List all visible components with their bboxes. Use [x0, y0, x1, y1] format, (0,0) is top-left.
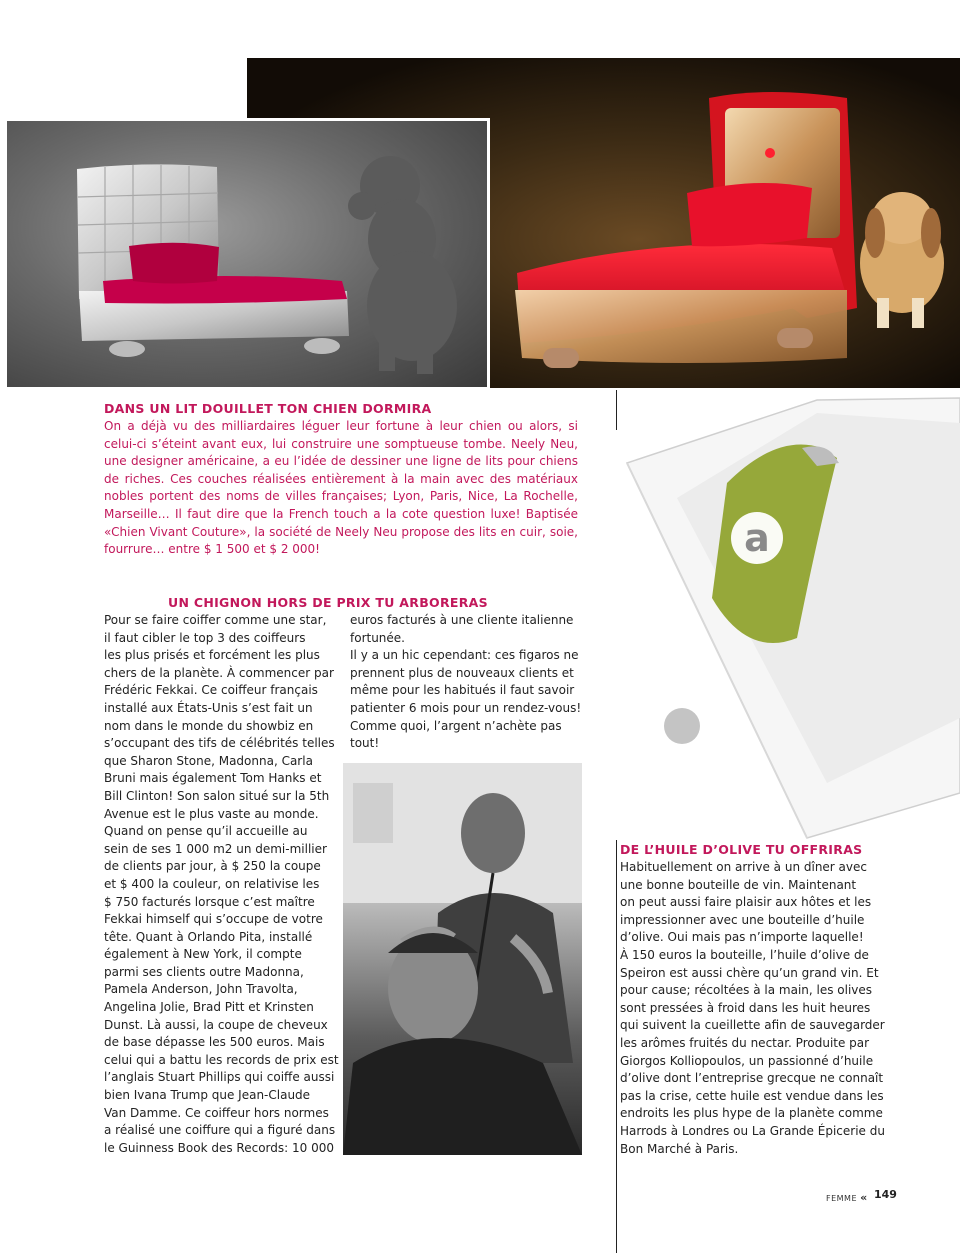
text-line: l’anglais Stuart Phillips qui coiffe aussi: [104, 1070, 335, 1085]
text-line: s’occupant des tifs de célébrités telles: [104, 736, 335, 751]
text-line: sont pressées à froid dans les huit heures: [620, 1000, 871, 1015]
text-line: Bon Marché à Paris.: [620, 1141, 739, 1156]
text-line: nom dans le monde du showbiz en: [104, 718, 314, 733]
article2-column-1: [104, 612, 340, 1157]
footer-separator: «: [860, 1191, 868, 1204]
column-divider-lower: [616, 840, 617, 1253]
text-line: tout!: [350, 736, 380, 751]
text-line: pas la crise, cette huile est vendue dans les: [620, 1088, 884, 1103]
text-line: il faut cibler le top 3 des coiffeurs: [104, 630, 306, 645]
article3-body: [620, 859, 890, 1158]
text-line: prennent plus de nouveaux clients et: [350, 665, 574, 680]
text-line: d’olive dont l’entreprise grecque ne connaît: [620, 1071, 884, 1086]
text-line: d’olive. Oui mais pas n’importe laquelle!: [620, 930, 864, 945]
text-line: Giorgos Kolliopoulos, un passionné d’huile: [620, 1053, 874, 1068]
photo-silver-dog-bed: [4, 118, 490, 390]
text-line: qui suivent la cueillette afin de sauvegarder: [620, 1018, 885, 1033]
text-line: celui qui a battu les records de prix est: [104, 1052, 339, 1067]
text-line: pour cause; récoltées à la main, les olives: [620, 983, 873, 998]
text-line: tête. Quant à Orlando Pita, installé: [104, 929, 313, 944]
bottle-logo: a: [744, 516, 770, 560]
text-line: chers de la planète. À commencer par: [104, 665, 334, 680]
text-line: Comme quoi, l’argent n’achète pas: [350, 718, 562, 733]
photo-olive-oil-box: [617, 388, 960, 843]
text-line: Avenue est le plus vaste au monde.: [104, 806, 319, 821]
text-line: Quand on pense qu’il accueille au: [104, 824, 308, 839]
text-line: À 150 euros la bouteille, l’huile d’olive de: [620, 947, 869, 962]
text-line: Dunst. Là aussi, la coupe de cheveux: [104, 1017, 328, 1032]
footer-magazine-name: [826, 1191, 868, 1204]
text-line: euros facturés à une cliente italienne: [350, 613, 574, 627]
text-line: Pour se faire coiffer comme une star,: [104, 613, 327, 627]
text-line: Angelina Jolie, Brad Pitt et Krinsten: [104, 1000, 314, 1015]
article1-body: On a déjà vu des milliardaires léguer leur fortune à leur chien ou alors, si celui-ci s’éteint avant eux, lui construire une somptueuse tombe. Neely Neu, une designer américaine, a eu l’idée de dessiner une ligne de lits pour chiens de riches. Ces couches réalisées entièrement à la main avec des matériaux nobles portent des noms de villes françaises; Lyon, Paris, Nice, La Rochelle, Marseille… Il faut dire que la French touch a la cote question luxe! Baptisée «Chien Vivant Couture», la société de Neely Neu propose des lits en cuir, soie, fourrure… entre $ 1 500 et $ 2 000!: [104, 419, 578, 557]
text-line: les arômes fruités du nectar. Produite par: [620, 1035, 870, 1050]
article2-column-2: [350, 612, 582, 753]
text-line: sein de ses 1 000 m2 un demi-millier: [104, 841, 327, 856]
olive-oil-box-illustration: [617, 388, 960, 843]
text-line: également à New York, il compte: [104, 947, 302, 962]
photo-hairdresser: [343, 763, 582, 1155]
silver-dog-bed-illustration: [7, 121, 487, 387]
text-line: Frédéric Fekkai. Ce coiffeur français: [104, 683, 318, 698]
text-line: Speiron est aussi chère qu’un grand vin. Et: [620, 965, 879, 980]
text-line: Bruni mais également Tom Hanks et: [104, 771, 322, 786]
text-line: une bonne bouteille de vin. Maintenant: [620, 877, 857, 892]
text-line: bien Ivana Trump que Jean-Claude: [104, 1088, 311, 1103]
text-line: installé aux États-Unis s’est fait un: [104, 700, 313, 715]
text-line: et $ 400 la couleur, on relativise les: [104, 876, 320, 891]
text-line: les plus prisés et forcément les plus: [104, 648, 320, 663]
text-line: parmi ses clients outre Madonna,: [104, 964, 304, 979]
text-line: endroits les plus hype de la planète comme: [620, 1106, 883, 1121]
article2-headline: UN CHIGNON HORS DE PRIX TU ARBORERAS: [168, 595, 488, 610]
text-line: a réalisé une coiffure qui a figuré dans: [104, 1123, 336, 1138]
article3-headline: DE L’HUILE D’OLIVE TU OFFRIRAS: [620, 842, 863, 857]
text-line: Harrods à Londres ou La Grande Épicerie du: [620, 1123, 885, 1138]
page-number: 149: [874, 1188, 897, 1201]
column-divider: [616, 390, 617, 430]
text-line: Bill Clinton! Son salon situé sur la 5th: [104, 788, 330, 803]
article1-headline: DANS UN LIT DOUILLET TON CHIEN DORMIRA: [104, 401, 432, 416]
text-line: impressionner avec une bouteille d’huile: [620, 912, 865, 927]
text-line: de base dépasse les 500 euros. Mais: [104, 1035, 325, 1050]
text-line: Fekkai himself qui s’occupe de votre: [104, 912, 323, 927]
text-line: de clients par jour, à $ 250 la coupe: [104, 859, 321, 874]
text-line: patienter 6 mois pour un rendez-vous!: [350, 700, 582, 715]
magazine-name: FEMME: [826, 1194, 858, 1203]
text-line: fortunée.: [350, 630, 405, 645]
text-line: même pour les habitués il faut savoir: [350, 683, 575, 698]
text-line: le Guinness Book des Records: 10 000: [104, 1140, 334, 1155]
text-line: Il y a un hic cependant: ces figaros ne: [350, 648, 579, 663]
text-line: Pamela Anderson, John Travolta,: [104, 982, 298, 997]
hairdresser-illustration: [343, 763, 582, 1155]
text-line: que Sharon Stone, Madonna, Carla: [104, 753, 313, 768]
text-line: on peut aussi faire plaisir aux hôtes et les: [620, 895, 872, 910]
text-line: Van Damme. Ce coiffeur hors normes: [104, 1105, 329, 1120]
text-line: $ 750 facturés lorsque c’est maître: [104, 894, 315, 909]
text-line: Habituellement on arrive à un dîner avec: [620, 860, 867, 874]
